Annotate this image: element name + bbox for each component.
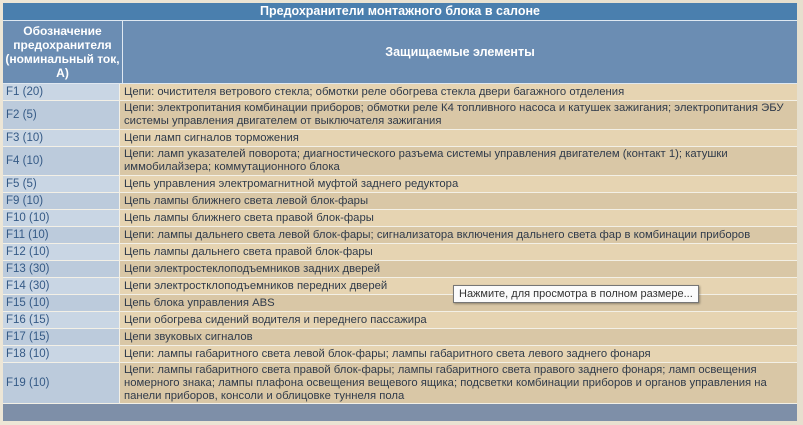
fuse-code-cell: F16 (15) — [3, 312, 120, 328]
table-row — [3, 193, 797, 210]
table-row — [3, 346, 797, 363]
protected-elements-cell: Цепи обогрева сидений водителя и переднего пассажира — [120, 312, 797, 328]
table-row — [3, 210, 797, 227]
fuse-code-cell: F17 (15) — [3, 329, 120, 345]
table-row — [3, 147, 797, 176]
protected-elements-cell: Цепи: электропитания комбинации приборов; обмотки реле К4 топливного насоса и катушек зажигания; электропитания ЭБУ системы управления двигателем от выключателя зажигания — [120, 101, 797, 129]
table-row — [3, 227, 797, 244]
table-row — [3, 244, 797, 261]
fuse-code-cell: F11 (10) — [3, 227, 120, 243]
table-row — [3, 363, 797, 404]
protected-elements-cell: Цепь лампы ближнего света левой блок-фары — [120, 193, 797, 209]
protected-elements-cell: Цепи электростклоподъемников передних дверей — [120, 278, 797, 294]
table-title: Предохранители монтажного блока в салоне — [3, 3, 797, 21]
fuse-code-cell: F18 (10) — [3, 346, 120, 362]
protected-elements-cell: Цепи звуковых сигналов — [120, 329, 797, 345]
fuse-code-cell: F2 (5) — [3, 101, 120, 129]
table-row — [3, 329, 797, 346]
fuse-code-cell: F9 (10) — [3, 193, 120, 209]
fuse-code-cell: F1 (20) — [3, 84, 120, 100]
fuse-code-cell: F3 (10) — [3, 130, 120, 146]
protected-elements-cell: Цепи: очистителя ветрового стекла; обмотки реле обогрева стекла двери багажного отделения — [120, 84, 797, 100]
table-row — [3, 261, 797, 278]
table-row — [3, 176, 797, 193]
protected-elements-cell: Цепи: лампы габаритного света правой блок-фары; лампы габаритного света правого заднего фонаря; ламп освещения номерного знака; лампы плафона освещения вещевого ящика; подсветки комбинации приборов и органов управления на панели приборов, консоли и облицовке туннеля пола — [120, 363, 797, 403]
protected-elements-cell: Цепь управления электромагнитной муфтой заднего редуктора — [120, 176, 797, 192]
protected-elements-cell: Цепи: лампы дальнего света левой блок-фары; сигнализатора включения дальнего света фар в комбинации приборов — [120, 227, 797, 243]
table-row — [3, 84, 797, 101]
protected-elements-cell: Цепь лампы ближнего света правой блок-фары — [120, 210, 797, 226]
protected-elements-cell: Цепи электростеклоподъемников задних дверей — [120, 261, 797, 277]
protected-elements-cell: Цепи: лампы габаритного света левой блок-фары; лампы габаритного света левого заднего фонаря — [120, 346, 797, 362]
protected-elements-cell: Цепи ламп сигналов торможения — [120, 130, 797, 146]
fuse-table — [3, 3, 797, 421]
table-row — [3, 101, 797, 130]
fuse-code-cell: F12 (10) — [3, 244, 120, 260]
fuse-code-cell: F14 (30) — [3, 278, 120, 294]
view-full-size-tooltip[interactable]: Нажмите, для просмотра в полном размере... — [453, 285, 699, 303]
fuse-code-cell: F4 (10) — [3, 147, 120, 175]
protected-elements-cell: Цепь лампы дальнего света правой блок-фары — [120, 244, 797, 260]
fuse-code-cell: F13 (30) — [3, 261, 120, 277]
fuse-code-cell: F15 (10) — [3, 295, 120, 311]
fuse-column-header: Обозначение предохранителя (номинальный ток, А) — [3, 21, 123, 83]
elements-column-header: Защищаемые элементы — [123, 21, 797, 83]
fuse-code-cell: F5 (5) — [3, 176, 120, 192]
fuse-code-cell: F19 (10) — [3, 363, 120, 403]
protected-elements-cell: Цепи: ламп указателей поворота; диагностического разъема системы управления двигателем (контакт 1); катушки иммобилайзера; коммутационного блока — [120, 147, 797, 175]
table-row — [3, 130, 797, 147]
table-row — [3, 312, 797, 329]
fuse-code-cell: F10 (10) — [3, 210, 120, 226]
table-body — [3, 84, 797, 404]
table-header-row — [3, 21, 797, 84]
protected-elements-cell: Цепь блока управления ABS — [120, 295, 797, 311]
